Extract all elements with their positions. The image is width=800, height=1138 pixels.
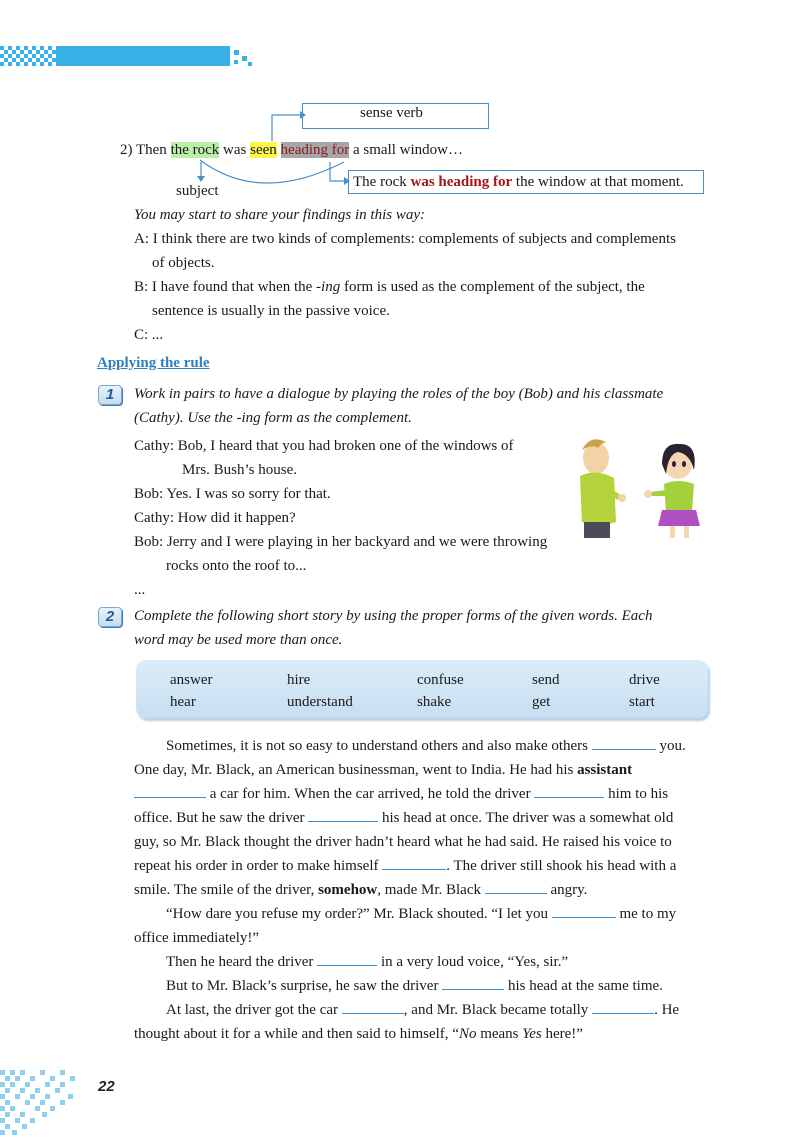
findings-intro: You may start to share your findings in this way:	[134, 207, 425, 223]
task-1-instruction-line2: (Cathy). Use the -ing form as the complement.	[134, 410, 412, 426]
answer-blank[interactable]	[592, 999, 654, 1014]
word-item: understand	[287, 694, 353, 710]
story-line	[134, 758, 632, 782]
story-text: Then he heard the driver	[166, 954, 314, 970]
explanation-pre: The rock	[353, 174, 407, 190]
story-line	[166, 998, 679, 1022]
answer-blank[interactable]	[552, 903, 616, 918]
finding-c: C: ...	[134, 327, 164, 343]
answer-blank[interactable]	[534, 783, 604, 798]
dialogue-line: Bob: Jerry and I were playing in her backyard and we were throwing	[134, 534, 548, 550]
story-italic: Yes	[522, 1026, 542, 1042]
story-line	[134, 878, 587, 902]
page-number: 22	[98, 1078, 115, 1095]
sentence-then: Then	[135, 142, 167, 158]
word-item: answer	[170, 672, 213, 688]
story-text: means	[476, 1026, 523, 1042]
finding-b-line1	[134, 275, 645, 299]
story-line	[166, 974, 663, 998]
finding-a-line1: A: I think there are two kinds of complements: complements of subjects and complements	[134, 231, 676, 247]
dialogue-line: Cathy: How did it happen?	[134, 510, 296, 526]
finding-a-line2: of objects.	[152, 255, 215, 271]
story-text: , made Mr. Black	[377, 882, 481, 898]
answer-blank[interactable]	[442, 975, 504, 990]
word-item: hire	[287, 672, 311, 688]
story-text: . He	[654, 1002, 680, 1018]
word-item: confuse	[417, 672, 464, 688]
dialogue-line: ...	[134, 582, 146, 598]
story-line	[166, 902, 676, 926]
story-line	[134, 806, 673, 830]
story-text: me to my	[619, 906, 677, 922]
answer-blank[interactable]	[308, 807, 378, 822]
word-item: drive	[629, 672, 660, 688]
word-item: get	[532, 694, 551, 710]
task-2-badge: 2	[98, 607, 122, 627]
story-text: But to Mr. Black’s surprise, he saw the driver	[166, 978, 439, 994]
story-line	[134, 782, 668, 806]
task-1-instruction-line1: Work in pairs to have a dialogue by playing the roles of the boy (Bob) and his classmate	[134, 386, 664, 402]
finding-b-ing: -ing	[316, 279, 341, 295]
story-line	[166, 734, 686, 758]
answer-blank[interactable]	[592, 735, 656, 750]
story-text: One day, Mr. Black, an American businessman, went to India. He had his	[134, 762, 574, 778]
story-text: in a very loud voice, “Yes, sir.”	[380, 954, 569, 970]
answer-blank[interactable]	[382, 855, 446, 870]
finding-b-post: form is used as the complement of the subject, the	[340, 279, 645, 295]
dialogue-line: Bob: Yes. I was so sorry for that.	[134, 486, 331, 502]
girl-figure	[644, 444, 700, 538]
story-text: , and Mr. Black became totally	[403, 1002, 589, 1018]
word-item: hear	[170, 694, 196, 710]
answer-blank[interactable]	[317, 951, 377, 966]
story-text: repeat his order in order to make himself	[134, 858, 379, 874]
sentence-number: 2)	[120, 142, 133, 158]
boy-girl-illustration	[570, 430, 710, 540]
section-title: Applying the rule	[97, 355, 210, 371]
word-item: send	[532, 672, 560, 688]
example-sentence	[120, 138, 463, 162]
story-text: his head at once. The driver was a somewhat old	[382, 810, 674, 826]
story-text: thought about it for a while and then said to himself, “	[134, 1026, 459, 1042]
story-text: smile. The smile of the driver,	[134, 882, 315, 898]
answer-blank[interactable]	[485, 879, 547, 894]
explanation-box	[348, 170, 704, 194]
footer-pixel-pattern	[0, 1068, 95, 1138]
story-text: angry.	[550, 882, 588, 898]
story-text: . The driver still shook his head with a	[446, 858, 677, 874]
story-text: you.	[659, 738, 686, 754]
story-text: here!”	[541, 1026, 583, 1042]
explanation-post: the window at that moment.	[515, 174, 684, 190]
story-text: office. But he saw the driver	[134, 810, 305, 826]
subject-label: subject	[176, 183, 219, 199]
dialogue-line: rocks onto the roof to...	[166, 558, 307, 574]
sentence-sense-verb: seen	[250, 142, 277, 158]
dialogue-line: Mrs. Bush’s house.	[182, 462, 298, 478]
story-text: a car for him. When the car arrived, he told the driver	[209, 786, 531, 802]
sentence-was: was	[223, 142, 247, 158]
finding-b-line2: sentence is usually in the passive voice.	[152, 303, 390, 319]
sentence-rest: a small window…	[353, 142, 464, 158]
finding-b-pre: B: I have found that when the	[134, 279, 317, 295]
answer-blank[interactable]	[342, 999, 404, 1014]
story-text: him to his	[608, 786, 669, 802]
boy-figure	[580, 439, 626, 538]
story-line: office immediately!”	[134, 930, 260, 946]
story-keyword: assistant	[577, 762, 633, 778]
story-line	[166, 950, 568, 974]
sentence-complement: heading for	[280, 142, 350, 158]
story-line	[134, 854, 676, 878]
story-line: guy, so Mr. Black thought the driver hadn’t heard what he had said. He raised his voice to	[134, 834, 672, 850]
story-line	[134, 1022, 583, 1046]
story-text: “How dare you refuse my order?” Mr. Black shouted. “I let you	[166, 906, 548, 922]
story-italic: No	[458, 1026, 477, 1042]
task-1-badge: 1	[98, 385, 122, 405]
sense-verb-label: sense verb	[360, 105, 423, 121]
dialogue-line: Cathy: Bob, I heard that you had broken one of the windows of	[134, 438, 514, 454]
word-item: shake	[417, 694, 452, 710]
story-text: Sometimes, it is not so easy to understand others and also make others	[166, 738, 589, 754]
story-keyword: somehow	[318, 882, 378, 898]
word-item: start	[629, 694, 655, 710]
story-text: At last, the driver got the car	[166, 1002, 339, 1018]
story-text: his head at the same time.	[507, 978, 663, 994]
answer-blank[interactable]	[134, 783, 206, 798]
task-2-instruction-line2: word may be used more than once.	[134, 632, 343, 648]
sentence-subject: the rock	[170, 142, 220, 158]
explanation-bold: was heading for	[410, 174, 513, 190]
task-2-instruction-line1: Complete the following short story by using the proper forms of the given words. Each	[134, 608, 653, 624]
